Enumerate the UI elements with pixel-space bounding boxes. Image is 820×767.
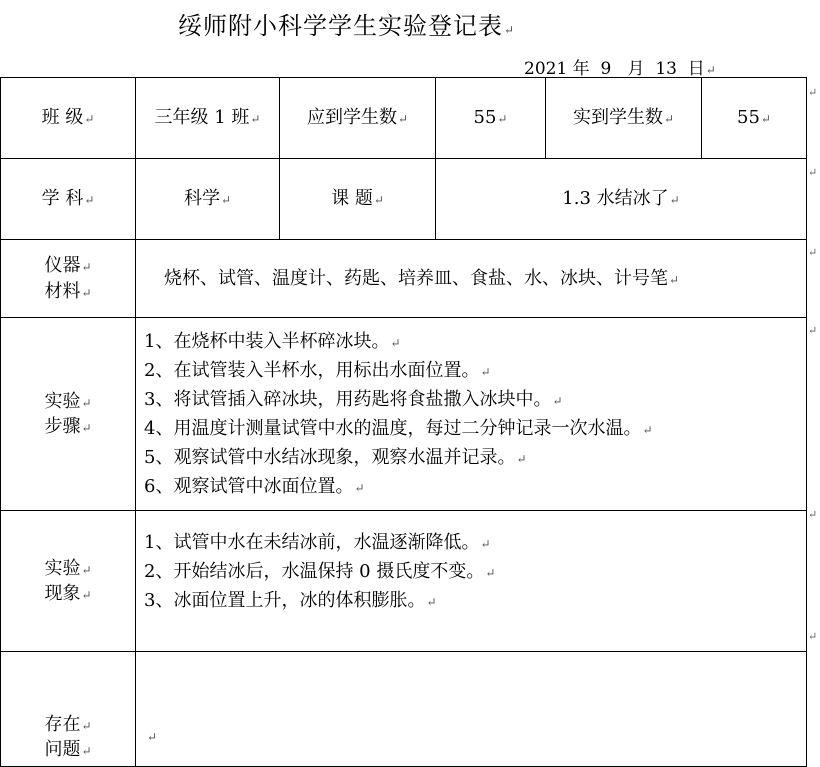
date-day: 13: [655, 59, 677, 79]
step-item: 1、在烧杯中装入半杯碎冰块。↵: [144, 331, 401, 352]
step-item: 4、用温度计测量试管中水的温度，每过二分钟记录一次水温。↵: [144, 418, 653, 439]
date-year: 2021: [524, 59, 568, 79]
materials-label-cell: 仪器↵ 材料↵: [1, 240, 136, 318]
class-label-cell: 班 级↵: [1, 78, 136, 159]
paragraph-mark-icon: ↵: [808, 630, 818, 643]
problems-label-cell: 存在↵ 问题↵: [1, 652, 136, 767]
subject-value-cell: 科学↵: [136, 159, 280, 240]
date-day-label: 日: [687, 59, 705, 79]
expected-students-value-cell: 55↵: [436, 78, 546, 159]
paragraph-mark-icon: ↵: [808, 324, 818, 337]
observations-list-cell: [136, 511, 807, 652]
date-line: 2021 年 9 月 13 日↵: [524, 59, 716, 79]
table-row-class-info: [1, 78, 807, 159]
step-item: 3、将试管插入碎冰块，用药匙将食盐撒入冰块中。↵: [144, 389, 563, 410]
paragraph-mark-icon: ↵: [808, 86, 818, 99]
date-month: 9: [600, 59, 612, 79]
step-item: 2、在试管装入半杯水，用标出水面位置。↵: [144, 360, 491, 381]
steps-list-cell: [136, 318, 807, 511]
step-item: 6、观察试管中冰面位置。↵: [144, 476, 365, 497]
actual-students-label-cell: 实到学生数↵: [546, 78, 702, 159]
observation-item: 1、试管中水在未结冰前，水温逐渐降低。↵: [144, 532, 491, 553]
paragraph-mark-icon: ↵: [808, 508, 818, 521]
paragraph-mark-icon: ↵: [808, 166, 818, 179]
topic-label-cell: 课 题↵: [280, 159, 436, 240]
observations-label-cell: 实验↵ 现象↵: [1, 511, 136, 652]
experiment-log-table: [0, 77, 807, 767]
observation-item: 3、冰面位置上升，冰的体积膨胀。↵: [144, 590, 437, 611]
page-title: 绥师附小科学学生实验登记表↵: [178, 12, 516, 40]
table-row-subject: [1, 159, 807, 240]
table-row-problems: [1, 652, 807, 767]
problems-value-cell: ↵: [136, 652, 807, 767]
step-item: 5、观察试管中水结冰现象，观察水温并记录。↵: [144, 447, 527, 468]
class-value-cell: 三年级 1 班↵: [136, 78, 280, 159]
topic-value-cell: 1.3 水结冰了↵: [436, 159, 807, 240]
date-month-label: 月: [627, 59, 645, 79]
steps-label-cell: 实验↵ 步骤↵: [1, 318, 136, 511]
materials-value-cell: 烧杯、试管、温度计、药匙、培养皿、食盐、水、冰块、计号笔↵: [136, 240, 807, 318]
table-row-steps: [1, 318, 807, 511]
observation-item: 2、开始结冰后，水温保持 0 摄氏度不变。↵: [144, 561, 496, 582]
table-row-observations: [1, 511, 807, 652]
paragraph-mark-icon: ↵: [808, 246, 818, 259]
subject-label-cell: 学 科↵: [1, 159, 136, 240]
expected-students-label-cell: 应到学生数↵: [280, 78, 436, 159]
date-year-label: 年: [572, 59, 590, 79]
actual-students-value-cell: 55↵: [702, 78, 807, 159]
table-row-materials: [1, 240, 807, 318]
